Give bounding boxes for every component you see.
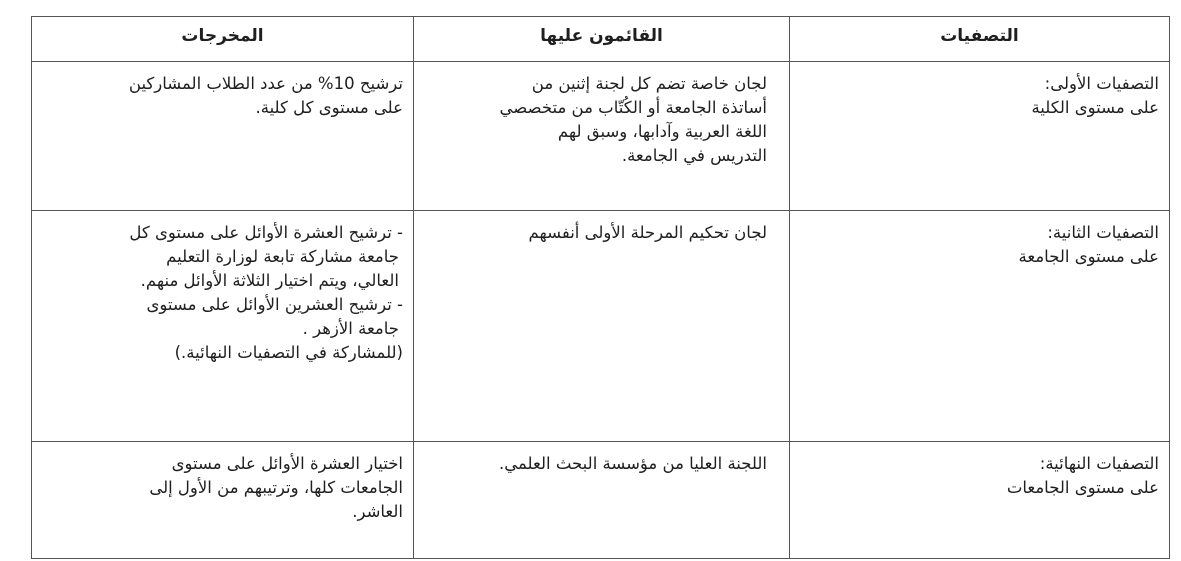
stage-cell (790, 62, 1170, 211)
cell-line: التصفيات الثانية: (1047, 223, 1159, 242)
cell-line: العاشر. (352, 502, 403, 521)
cell-line: اللغة العربية وآدابها، وسبق لهم (557, 122, 767, 141)
table-header-row (32, 17, 1170, 62)
table-row (32, 211, 1170, 442)
cell-line: التدريس في الجامعة. (621, 146, 767, 165)
stage-cell (790, 442, 1170, 559)
cell-line: على مستوى كل كلية. (255, 98, 403, 117)
cell-line: على مستوى الجامعة (1018, 247, 1159, 266)
header-responsible: القائمون عليها (414, 17, 790, 62)
table-row (32, 62, 1170, 211)
table-row (32, 442, 1170, 559)
cell-line: - ترشيح العشرين الأوائل على مستوى (146, 295, 403, 314)
outputs-cell (32, 62, 414, 211)
cell-line: التصفيات الأولى: (1044, 74, 1159, 93)
cell-line: (للمشاركة في التصفيات النهائية.) (174, 343, 403, 362)
stage-cell (790, 211, 1170, 442)
cell-line: اختيار العشرة الأوائل على مستوى (171, 454, 403, 473)
cell-line: أساتذة الجامعة أو الكُتّاب من متخصصي (499, 98, 767, 117)
cell-line: اللجنة العليا من مؤسسة البحث العلمي. (499, 454, 767, 473)
responsible-cell (414, 62, 790, 211)
cell-line: لجان تحكيم المرحلة الأولى أنفسهم (528, 223, 767, 242)
outputs-cell (32, 442, 414, 559)
cell-line: على مستوى الجامعات (1006, 478, 1159, 497)
qualifications-table (31, 16, 1170, 559)
cell-line: جامعة الأزهر . (302, 319, 399, 338)
cell-line: التصفيات النهائية: (1039, 454, 1159, 473)
cell-line: جامعة مشاركة تابعة لوزارة التعليم (166, 247, 399, 266)
cell-line: ترشيح 10% من عدد الطلاب المشاركين (128, 74, 403, 93)
cell-line: لجان خاصة تضم كل لجنة إثنين من (531, 74, 767, 93)
outputs-cell (32, 211, 414, 442)
document-body (31, 16, 1169, 559)
responsible-cell (414, 211, 790, 442)
header-outputs: المخرجات (32, 17, 414, 62)
header-stage: التصفيات (790, 17, 1170, 62)
cell-line: العالي، ويتم اختيار الثلاثة الأوائل منهم. (140, 271, 399, 290)
cell-line: - ترشيح العشرة الأوائل على مستوى كل (129, 223, 403, 242)
cell-line: الجامعات كلها، وترتيبهم من الأول إلى (149, 478, 403, 497)
responsible-cell (414, 442, 790, 559)
cell-line: على مستوى الكلية (1031, 98, 1159, 117)
